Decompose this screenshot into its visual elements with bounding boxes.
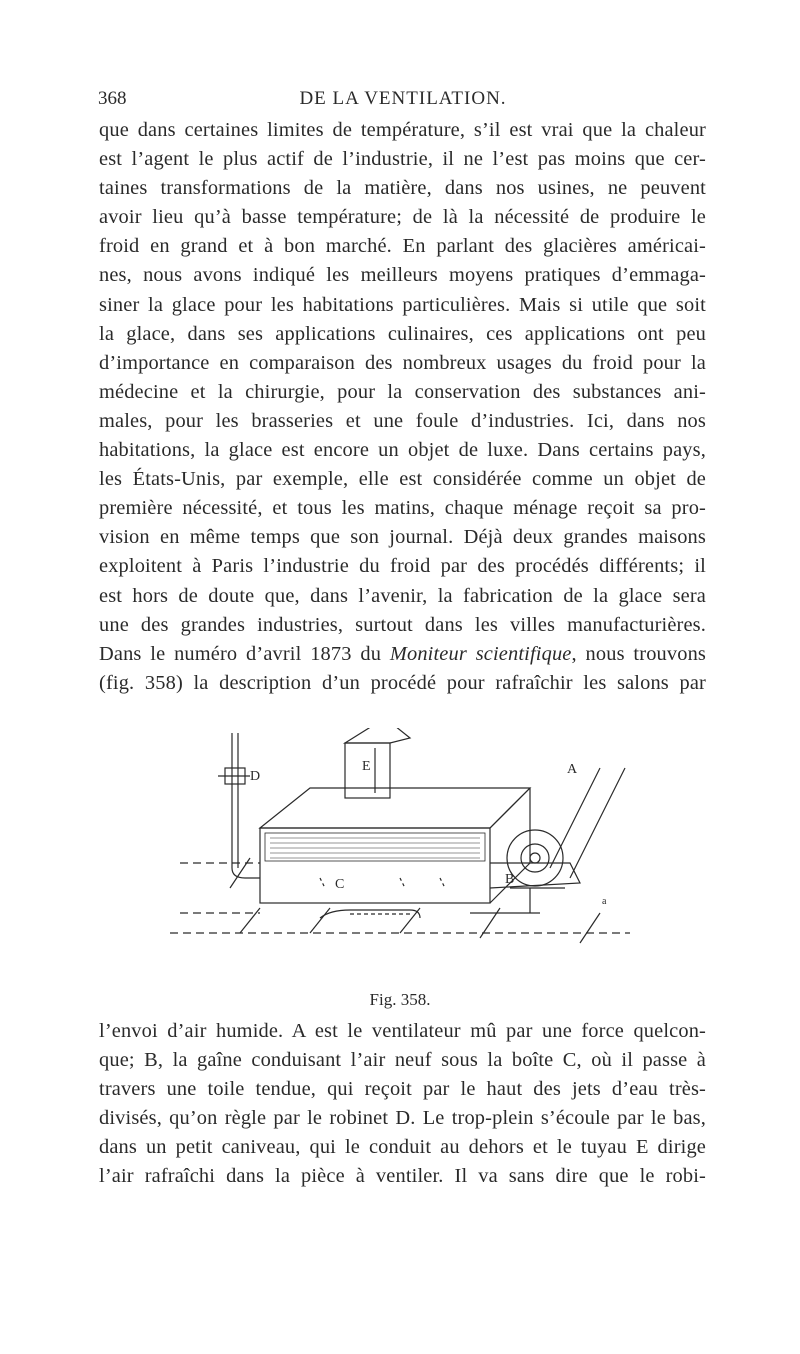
text-line: première nécessité, et tous les matins, chaque ménage reçoit sa pro-	[99, 497, 706, 520]
figure-caption: Fig. 358.	[369, 990, 431, 1009]
paragraph-1	[99, 116, 706, 698]
label-a: A	[567, 762, 578, 777]
label-e: E	[362, 759, 371, 774]
text-line: dans un petit caniveau, qui le conduit au dehors et le tuyau E dirige	[99, 1136, 706, 1159]
text-line: est l’agent le plus actif de l’industrie, il ne l’est pas moins que cer-	[99, 148, 706, 171]
text-line: une des grandes industries, surtout dans les villes manufacturières.	[99, 613, 706, 636]
label-a-small: a	[602, 896, 607, 907]
text-line: males, pour les brasseries et une foule d’industries. Ici, dans nos	[99, 409, 706, 432]
page-number: 368	[98, 88, 127, 109]
text-fragment: , nous trouvons	[571, 642, 707, 665]
text-line: exploitent à Paris l’industrie du froid par des procédés différents; il	[99, 555, 706, 578]
text-line: vision en même temps que son journal. Déjà deux grandes maisons	[99, 526, 706, 549]
text-line: avoir lieu qu’à basse température; de là la nécessité de produire le	[99, 206, 706, 229]
text-line: que dans certaines limites de température, s’il est vrai que la chaleur	[99, 119, 706, 141]
pipe-with-tap-d	[218, 733, 260, 878]
journal-title: Moniteur scientifique	[389, 642, 572, 665]
text-line: froid en grand et à bon marché. En parlant des glacières américai-	[99, 235, 706, 258]
text-line: (fig. 358) la description d’un procédé pour rafraîchir les salons par	[99, 671, 706, 694]
text-line: d’importance en comparaison des nombreux usages du froid pour la	[99, 351, 706, 374]
text-line: travers une toile tendue, qui reçoit par le haut des jets d’eau très-	[99, 1078, 706, 1101]
paragraph-3	[99, 1017, 706, 1192]
text-line	[99, 640, 706, 669]
text-fragment: Dans le numéro d’avril 1873 du	[99, 642, 382, 665]
text-line: taines transformations de la matière, dans nos usines, ne peuvent	[99, 177, 706, 200]
text-line: les États-Unis, par exemple, elle est considérée comme un objet de	[99, 468, 706, 491]
box-c	[260, 788, 530, 903]
text-line: est hors de doute que, dans l’avenir, la fabrication de la glace sera	[99, 584, 706, 607]
text-line: divisés, qu’on règle par le robinet D. Le trop-plein s’écoule par le bas,	[99, 1107, 706, 1130]
text-line: siner la glace pour les habitations particulières. Mais si utile que soit	[99, 293, 706, 316]
floor-hatches	[230, 768, 625, 943]
text-line: médecine et la chirurgie, pour la conservation des substances ani-	[99, 380, 706, 403]
drain-channel	[320, 910, 420, 918]
text-line: nes, nous avons indiqué les meilleurs moyens pratiques d’emmaga-	[99, 264, 706, 287]
text-line: l’envoi d’air humide. A est le ventilateur mû par une force quelcon-	[99, 1020, 706, 1042]
figure-358-diagram	[170, 728, 630, 968]
label-d: D	[250, 769, 261, 784]
running-header	[98, 88, 708, 112]
text-line: l’air rafraîchi dans la pièce à ventiler. Il va sans dire que le robi-	[99, 1165, 706, 1188]
label-c: C	[335, 877, 345, 892]
text-line: la glace, dans ses applications culinaires, ces applications ont peu	[99, 322, 706, 345]
ventilator-a	[507, 830, 565, 888]
label-b: B	[505, 872, 515, 887]
text-line: que; B, la gaîne conduisant l’air neuf sous la boîte C, où il passe à	[99, 1049, 706, 1072]
running-title: DE LA VENTILATION.	[299, 88, 507, 109]
text-line: habitations, la glace est encore un objet de luxe. Dans certains pays,	[99, 439, 706, 462]
